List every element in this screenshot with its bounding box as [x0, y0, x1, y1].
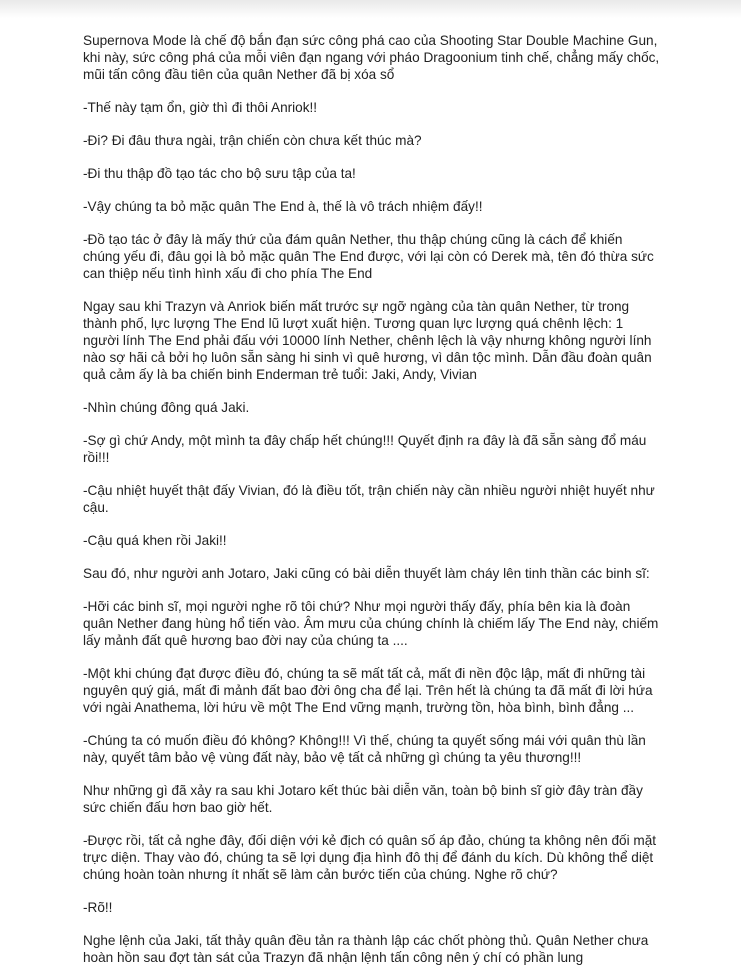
paragraph-12: Sau đó, như người anh Jotaro, Jaki cũng có bài diễn thuyết làm cháy lên tinh thần các binh sĩ: — [83, 566, 650, 581]
paragraph-9: -Sợ gì chứ Andy, một mình ta đây chấp hết chúng!!! Quyết định ra đây là đã sẵn sàng đổ máu rồi!!! — [83, 433, 651, 465]
paragraph-1: Supernova Mode là chế độ bắn đạn sức công phá cao của Shooting Star Double Machine Gun, khi này, sức công phá của mỗi viên đạn ngang với pháo Dragoonium tinh chế, chẳng mấy chốc, mũi tấn công đầu tiên của quân Nether đã bị xóa sổ — [83, 33, 663, 82]
page-top-shadow — [0, 0, 741, 18]
paragraph-18: -Rõ!! — [83, 900, 113, 915]
paragraph-14: -Một khi chúng đạt được điều đó, chúng ta sẽ mất tất cả, mất đi nền độc lập, mất đi những tài nguyên quý giá, mất đi mảnh đất bao đời ông cha để lại. Trên hết là chúng ta đã mất đi lời hứa với ngài Anathema, lời hứu về một The End vững mạnh, trường tồn, hòa bình, bình đẳng ... — [83, 666, 657, 715]
paragraph-16: Như những gì đã xảy ra sau khi Jotaro kết thúc bài diễn văn, toàn bộ binh sĩ giờ đây tràn đầy sức chiến đấu hơn bao giờ hết. — [83, 783, 647, 815]
paragraph-6: -Đồ tạo tác ở đây là mấy thứ của đám quân Nether, thu thập chúng cũng là cách để khiến chúng yếu đi, đâu gọi là bỏ mặc quân The End được, với lại còn có Derek mà, tên đó thừa sức can thiệp nếu tình hình xấu đi cho phía The End — [83, 232, 658, 281]
paragraph-5: -Vậy chúng ta bỏ mặc quân The End à, thế là vô trách nhiệm đấy!! — [83, 199, 483, 214]
paragraph-8: -Nhìn chúng đông quá Jaki. — [83, 400, 250, 415]
paragraph-3: -Đi? Đi đâu thưa ngài, trận chiến còn chưa kết thúc mà? — [83, 133, 422, 148]
paragraph-13: -Hỡi các binh sĩ, mọi người nghe rõ tôi chứ? Như mọi người thấy đấy, phía bên kia là đoàn quân Nether đang hùng hổ tiến vào. Âm mưu của chúng chính là chiếm lấy The End này, chiếm lấy mảnh đất quê hương bao đời nay của chúng ta .... — [83, 599, 663, 648]
paragraph-10: -Cậu nhiệt huyết thật đấy Vivian, đó là điều tốt, trận chiến này cần nhiều người nhiệt huyết như cậu. — [83, 483, 659, 515]
paragraph-17: -Được rồi, tất cả nghe đây, đối diện với kẻ địch có quân số áp đảo, chúng ta không nên đối mặt trực diện. Thay vào đó, chúng ta sẽ lợi dụng địa hình đô thị để đánh du kích. Dù không thể diệt chúng hoàn toàn nhưng ít nhất sẽ làm cản bước tiến của chúng. Nghe rõ chứ? — [83, 833, 660, 882]
paragraph-4: -Đi thu thập đồ tạo tác cho bộ sưu tập của ta! — [83, 166, 356, 181]
paragraph-7: Ngay sau khi Trazyn và Anriok biến mất trước sự ngỡ ngàng của tàn quân Nether, từ trong thành phố, lực lượng The End lũ lượt xuất hiện. Tương quan lực lượng quá chênh lệch: 1 người lính The End phải đấu với 10000 lính Nether, chênh lệch là vậy nhưng không người lính nào sợ hãi cả bởi họ luôn sẵn sàng hi sinh vì quê hương, vì dân tộc mình. Dẫn đầu đoàn quân quả cảm ấy là ba chiến binh Enderman trẻ tuổi: Jaki, Andy, Vivian — [83, 299, 656, 382]
paragraph-15: -Chúng ta có muốn điều đó không? Không!!! Vì thế, chúng ta quyết sống mái với quân thù lần này, quyết tâm bảo vệ vùng đất này, bảo vệ tất cả những gì chúng ta yêu thương!!! — [83, 733, 650, 765]
paragraph-2: -Thế này tạm ổn, giờ thì đi thôi Anriok!! — [83, 100, 318, 115]
document-body — [83, 32, 661, 966]
paragraph-11: -Cậu quá khen rồi Jaki!! — [83, 533, 227, 548]
paragraph-19: Nghe lệnh của Jaki, tất thảy quân đều tản ra thành lập các chốt phòng thủ. Quân Nether chưa hoàn hồn sau đợt tàn sát của Trazyn đã nhận lệnh tấn công nên ý chí có phần lung — [83, 933, 653, 965]
